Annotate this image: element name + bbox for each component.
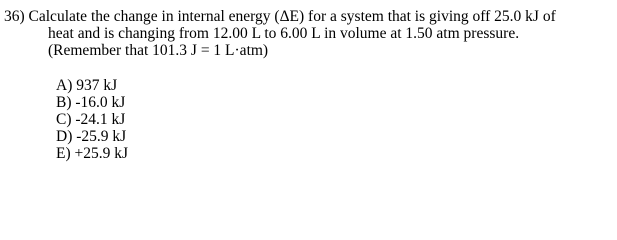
choice-e: E) +25.9 kJ (56, 145, 129, 162)
question-text (4, 8, 614, 59)
question-line-1: 36) Calculate the change in internal energy (ΔE) for a system that is giving off 25.0 kJ of (4, 8, 556, 25)
question-line-3: (Remember that 101.3 J = 1 L·atm) (48, 42, 269, 59)
choice-d: D) -25.9 kJ (56, 128, 127, 145)
choice-b: B) -16.0 kJ (56, 94, 126, 111)
choice-c: C) -24.1 kJ (56, 111, 126, 128)
choice-a: A) 937 kJ (56, 77, 118, 94)
question-line-2: heat and is changing from 12.00 L to 6.00 L in volume at 1.50 atm pressure. (48, 25, 520, 42)
answer-choices (56, 77, 128, 162)
